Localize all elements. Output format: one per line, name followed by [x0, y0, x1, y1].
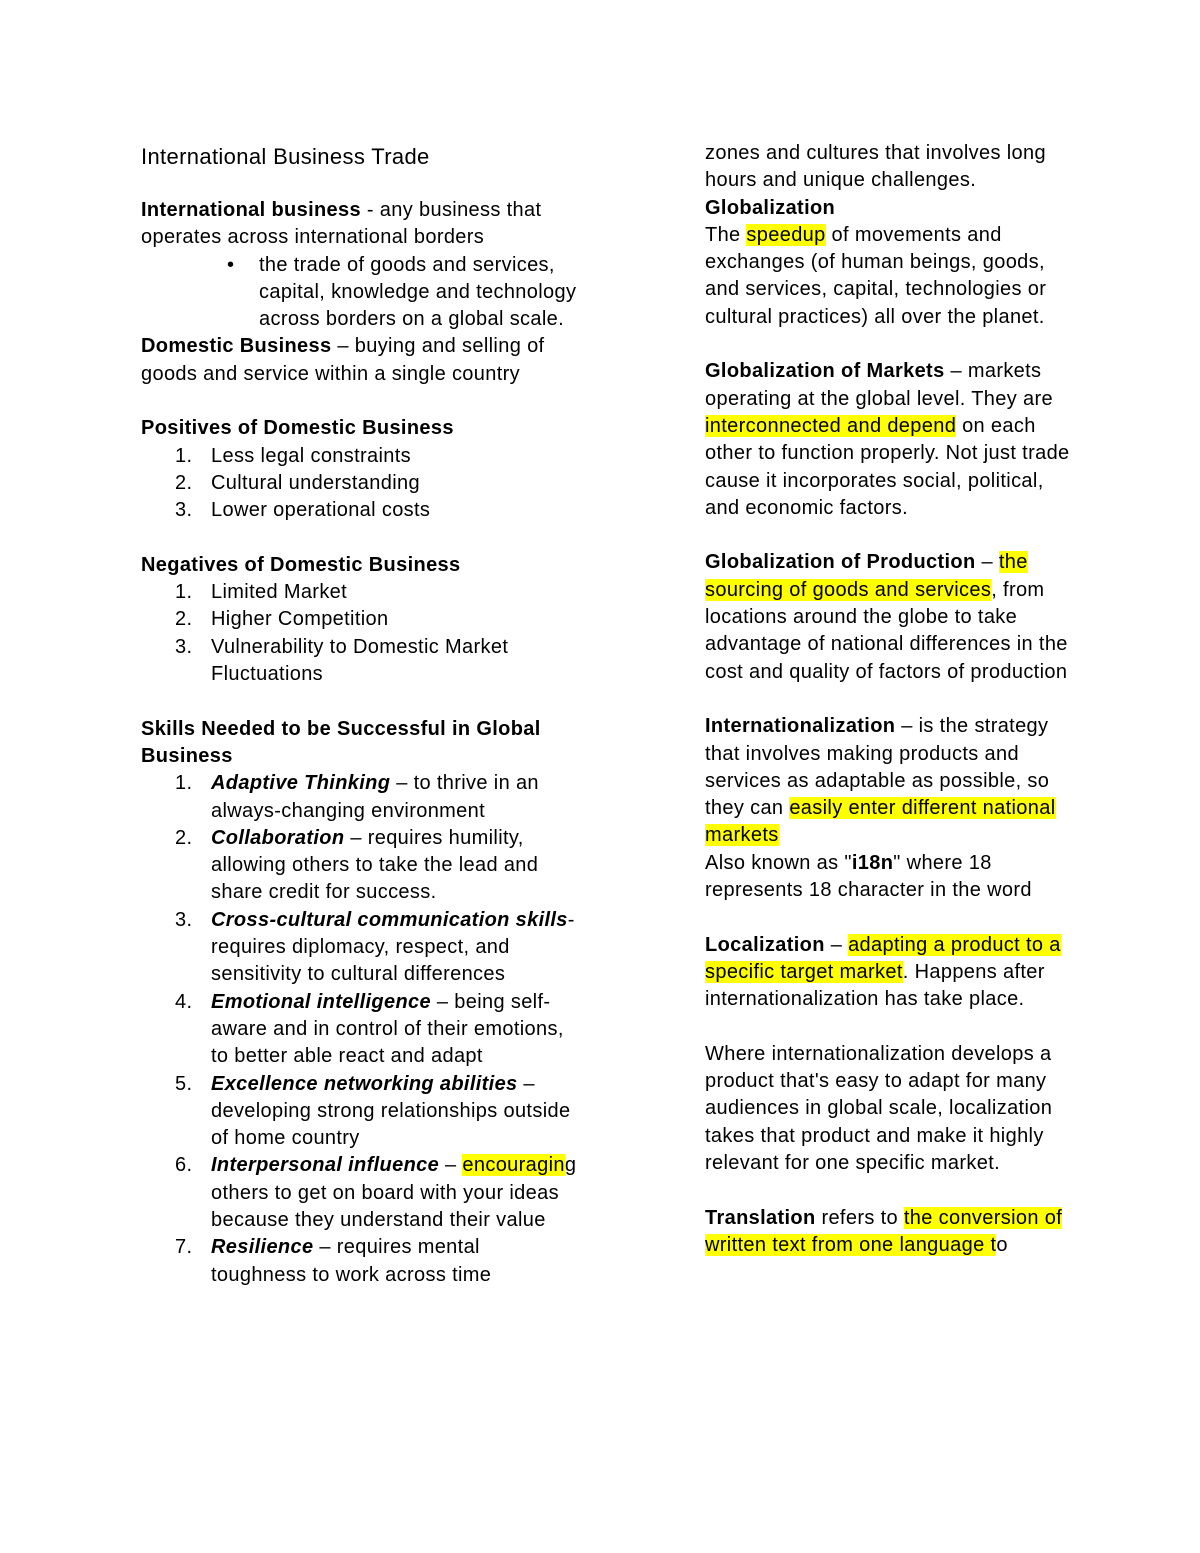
globalization-paragraph [705, 222, 1075, 331]
list-item [175, 907, 581, 989]
highlighted-text: interconnected and depend [705, 414, 957, 437]
list-number: 2. [175, 608, 193, 631]
bullet-text: the trade of goods and services, capital, knowledge and technology across borders on a global scale. [259, 253, 577, 331]
list-number: 1. [175, 581, 193, 604]
internationalization-term: Internationalization [705, 715, 896, 738]
list-number: 5. [175, 1072, 193, 1095]
list-item [175, 825, 581, 907]
skill-term: Resilience [211, 1236, 314, 1259]
skill-term: Interpersonal influence [211, 1154, 440, 1177]
globalization-production-paragraph [705, 549, 1075, 685]
international-business-bullets [141, 252, 581, 334]
highlighted-text: the conversion of written text from one language t [705, 1206, 1063, 1256]
text-run: – markets operating at the global level. They are [705, 360, 1053, 410]
list-number: 3. [175, 635, 193, 658]
domestic-business-definition: – buying and selling of goods and service within a single country [141, 335, 545, 385]
list-number: 6. [175, 1154, 193, 1177]
domestic-business-paragraph [141, 333, 581, 388]
list-item [175, 770, 581, 825]
highlighted-text: adapting a product to a specific target market [705, 933, 1061, 983]
document-title: International Business Trade [141, 144, 430, 169]
negatives-heading: Negatives of Domestic Business [141, 553, 461, 576]
list-item-text: Vulnerability to Domestic Market Fluctuations [211, 635, 509, 686]
list-item [175, 634, 581, 689]
where-paragraph: Where internationalization develops a product that's easy to adapt for many audiences in global scale, localization takes that product and make it highly relevant for one specific market. [705, 1042, 1053, 1174]
list-number: 1. [175, 444, 193, 467]
highlighted-text: easily enter different national markets [705, 797, 1056, 847]
skill-definition: – requires humility, allowing others to take the lead and share credit for success. [211, 826, 539, 904]
globalization-heading: Globalization [705, 196, 836, 219]
list-number: 7. [175, 1236, 193, 1259]
skill-definition: – to thrive in an always-changing environment [211, 772, 539, 822]
globalization-markets-term: Globalization of Markets [705, 360, 945, 383]
positives-heading: Positives of Domestic Business [141, 417, 454, 440]
positives-list [141, 443, 581, 525]
highlighted-text: the sourcing of goods and services [705, 551, 1028, 601]
skill-term: Cross-cultural communication skills [211, 908, 568, 931]
list-item-text: Higher Competition [211, 608, 389, 631]
list-number: 1. [175, 772, 193, 795]
list-number: 2. [175, 826, 193, 849]
negatives-list [141, 579, 581, 688]
text-run: refers to [815, 1206, 904, 1229]
list-item-text: Lower operational costs [211, 499, 431, 522]
skills-heading: Skills Needed to be Successful in Global Business [141, 717, 541, 767]
list-item [227, 252, 581, 334]
list-item [175, 443, 581, 470]
list-number: 3. [175, 908, 193, 931]
skill-definition: – developing strong relationships outside of home country [211, 1072, 571, 1150]
list-number: 4. [175, 990, 193, 1013]
skill-definition: - requires diplomacy, respect, and sensitivity to cultural differences [211, 908, 575, 986]
bullet-icon: • [227, 253, 235, 276]
skill-term: Excellence networking abilities [211, 1072, 518, 1095]
right-column [705, 140, 1075, 1259]
list-item-text: Limited Market [211, 581, 348, 604]
international-business-paragraph [141, 197, 581, 252]
text-run: , from locations around the globe to take advantage of national differences in the cost and quality of factors of production [705, 578, 1068, 683]
localization-term: Localization [705, 933, 825, 956]
text-run: . Happens after internationalization has take place. [705, 960, 1045, 1011]
list-item [175, 1234, 581, 1289]
list-item [175, 1071, 581, 1153]
highlighted-text: speedup [746, 223, 826, 246]
text-run: The [705, 223, 747, 246]
continuation-text: zones and cultures that involves long hours and unique challenges. [705, 142, 1046, 192]
list-item [175, 470, 581, 497]
skill-definition: – being self-aware and in control of their emotions, to better able react and adapt [211, 990, 564, 1068]
skill-definition: – requires mental toughness to work across time [211, 1236, 492, 1286]
skill-term: Adaptive Thinking [211, 772, 391, 795]
text-run: on each other to function properly. Not just trade cause it incorporates social, political, and economic factors. [705, 414, 1070, 519]
localization-paragraph [705, 932, 1075, 1014]
i18n-term: i18n [851, 851, 894, 874]
skill-definition-rest: g others to get on board with your ideas because they understand their value [211, 1154, 577, 1231]
text-run: of movements and exchanges (of human beings, goods, and services, capital, technologies or cultural practices) all over the planet. [705, 223, 1047, 328]
international-business-definition: - any business that operates across international borders [141, 199, 542, 249]
skills-list [141, 770, 581, 1289]
domestic-business-term: Domestic Business [141, 335, 332, 358]
text-run: – [824, 933, 849, 956]
list-number: 3. [175, 499, 193, 522]
internationalization-paragraph [705, 713, 1075, 849]
globalization-markets-paragraph [705, 358, 1075, 522]
list-item [175, 606, 581, 633]
skill-term: Emotional intelligence [211, 990, 431, 1013]
list-item [175, 989, 581, 1071]
list-number: 2. [175, 471, 193, 494]
highlighted-text: encouragin [462, 1154, 565, 1177]
list-item [175, 1152, 581, 1234]
left-column [141, 143, 581, 1289]
international-business-term: International business [141, 199, 361, 221]
text-run: " where 18 represents 18 character in the word [705, 851, 1032, 902]
text-run: o [996, 1233, 1008, 1256]
i18n-paragraph [705, 850, 1075, 905]
list-item [175, 579, 581, 606]
text-run: – is the strategy that involves making products and services as adaptable as possible, so they can [705, 715, 1050, 820]
translation-paragraph [705, 1205, 1075, 1260]
skill-term: Collaboration [211, 826, 345, 849]
list-item-text: Less legal constraints [211, 444, 412, 467]
text-run: Also known as " [705, 851, 852, 874]
list-item-text: Cultural understanding [211, 471, 420, 494]
text-run: – [975, 551, 999, 574]
list-item [175, 497, 581, 524]
globalization-production-term: Globalization of Production [705, 551, 976, 574]
skill-definition: – [439, 1154, 463, 1177]
translation-term: Translation [705, 1206, 816, 1229]
